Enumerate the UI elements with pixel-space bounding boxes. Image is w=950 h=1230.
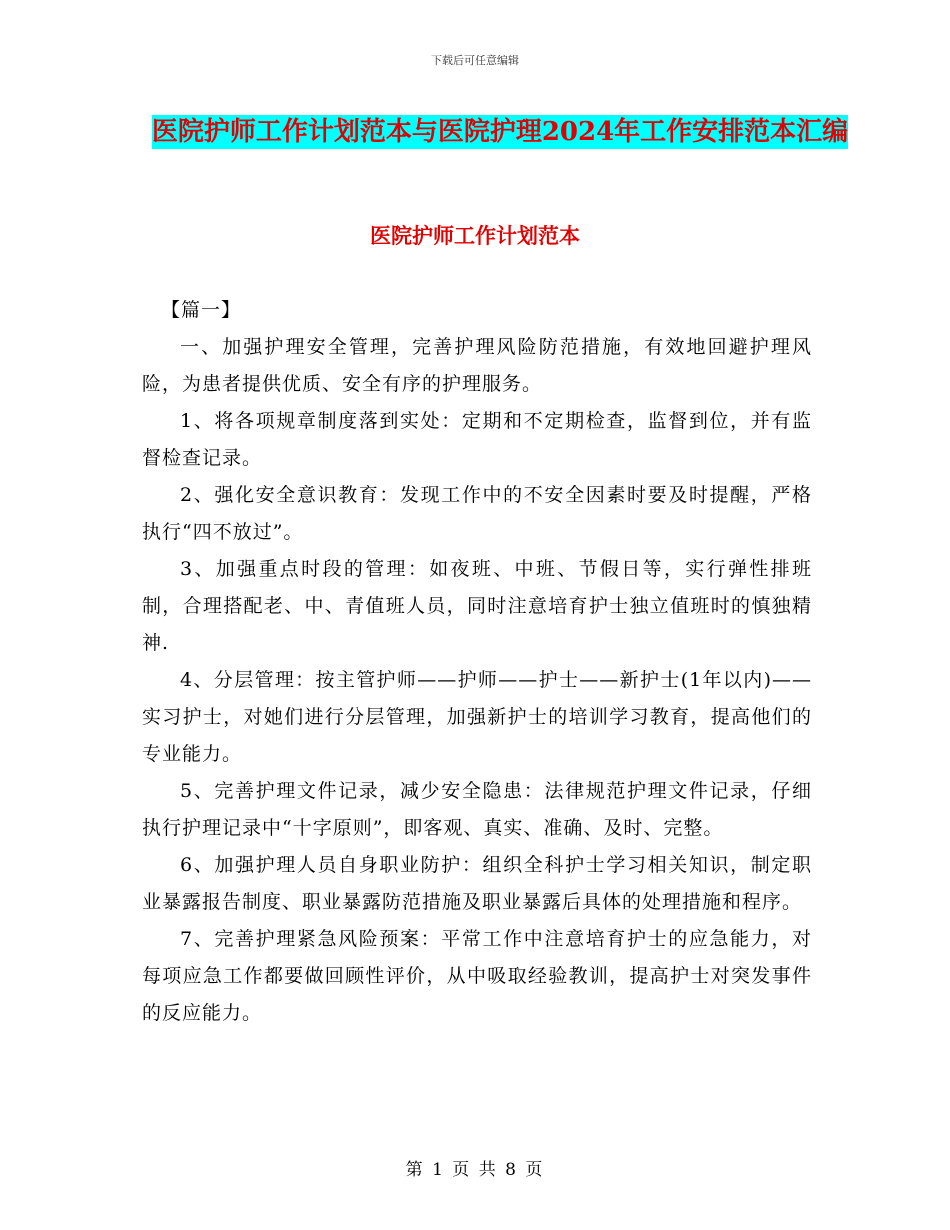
- paragraph: 3、加强重点时段的管理：如夜班、中班、节假日等，实行弹性排班制，合理搭配老、中、青值班人员，同时注意培育护士独立值班时的慎独精神.: [142, 558, 812, 654]
- paragraph: 5、完善护理文件记录，减少安全隐患：法律规范护理文件记录，仔细执行护理记录中“十字原则”，即客观、真实、准确、及时、完整。: [142, 780, 812, 839]
- paragraph: 一、加强护理安全管理，完善护理风险防范措施，有效地回避护理风险，为患者提供优质、安全有序的护理服务。: [142, 336, 812, 395]
- paragraph: 1、将各项规章制度落到实处：定期和不定期检查，监督到位，并有监督检查记录。: [142, 410, 812, 469]
- header-note: 下载后可任意编辑: [431, 54, 519, 67]
- part-label: 【篇一】: [161, 299, 242, 321]
- paragraph: 6、加强护理人员自身职业防护：组织全科护士学习相关知识，制定职业暴露报告制度、职业暴露防范措施及职业暴露后具体的处理措施和程序。: [142, 854, 812, 913]
- section-title: 医院护师工作计划范本: [370, 223, 580, 248]
- paragraph: 2、强化安全意识教育：发现工作中的不安全因素时要及时提醒，严格执行“四不放过”。: [142, 484, 812, 543]
- document-title: [140, 108, 860, 156]
- document-title-text: 医院护师工作计划范本与医院护理2024年工作安排范本汇编: [151, 117, 849, 147]
- paragraph: 7、完善护理紧急风险预案：平常工作中注意培育护士的应急能力，对每项应急工作都要做回顾性评价，从中吸取经验教训，提高护士对突发事件的反应能力。: [142, 928, 812, 1024]
- paragraph: 4、分层管理：按主管护师——护师——护士——新护士(1年以内)——实习护士，对她们进行分层管理，加强新护士的培训学习教育，提高他们的专业能力。: [142, 669, 812, 765]
- document-body: [142, 292, 812, 1032]
- page-footer: 第 1 页 共 8 页: [405, 1160, 545, 1180]
